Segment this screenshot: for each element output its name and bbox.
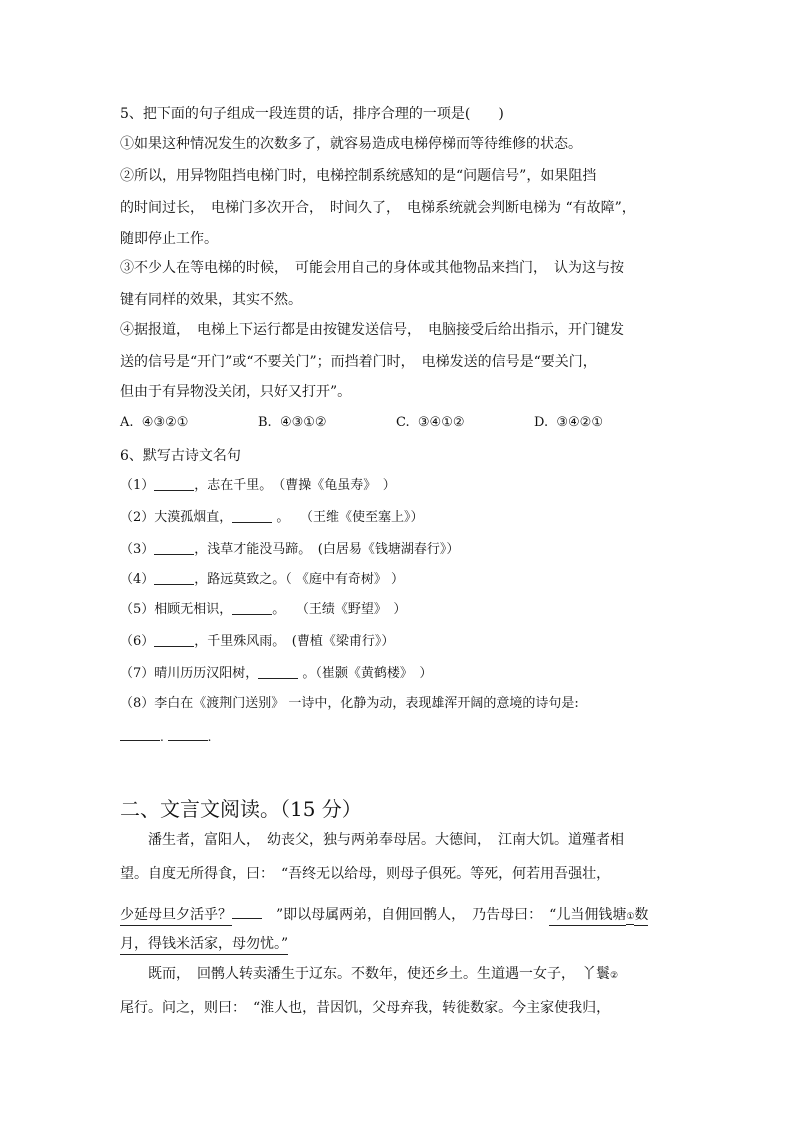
- passage-p1-line-4: [120, 934, 288, 954]
- q5-sentence-3-line-1: ③不少人在等电梯的时候， 可能会用自己的身体或其他物品来挡门， 认为这与按: [120, 260, 624, 276]
- q5-sentence-4-line-2: 送的信号是“开门”或“不要关门”；而挡着门时， 电梯发送的信号是“要关门，: [120, 354, 597, 370]
- answer-blank[interactable]: [168, 728, 208, 741]
- passage-p1-line-1: 潘生者，富阳人， 幼丧父，独与两弟奉母居。大德间， 江南大饥。道殣者相: [120, 832, 624, 848]
- q6-stem: 6、默写古诗文名句: [120, 448, 241, 464]
- q6-item-8: （8）李白在《渡荆门送别》 一诗中，化静为动，表现雄浑开阔的意境的诗句是:: [120, 696, 579, 711]
- footnote-marker: ②: [610, 971, 619, 981]
- q5-sentence-4-line-3: 但由于有异物没关闭，只好又打开”。: [120, 384, 352, 400]
- underlined-sentence: 少延母旦夕活乎？: [120, 907, 232, 926]
- q5-sentence-1: ①如果这种情况发生的次数多了，就容易造成电梯停梯而等待维修的状态。: [120, 136, 582, 152]
- answer-blank[interactable]: [154, 476, 194, 491]
- q6-item-4: （4） ，路远莫致之。（ 《庭中有奇树》 ）: [120, 572, 405, 587]
- passage-p2-line-1: 既而， 回鹘人转卖潘生于辽东。不数年，使还乡土。生道遇一女子， 丫鬟②: [120, 966, 619, 982]
- section-2-title: 二、文言文阅读。（15 分）: [120, 797, 362, 821]
- q5-stem: 5、把下面的句子组成一段连贯的话，排序合理的一项是( ): [120, 106, 504, 122]
- answer-blank[interactable]: [154, 540, 194, 555]
- passage-p1-line-3: 少延母旦夕活乎？ ”即以母属两弟，自佣回鹘人， 乃告母曰： “儿当佣钱塘①数: [120, 900, 648, 927]
- q5-sentence-2-line-2: 的时间过长， 电梯门多次开合， 时间久了， 电梯系统就会判断电梯为 “有故障”，: [120, 200, 636, 216]
- underlined-sentence: 月，得钱米活家，母勿忧。”: [120, 936, 288, 955]
- underlined-sentence: “儿当佣钱塘: [549, 907, 626, 926]
- passage-p1-line-2: 望。自度无所得食，曰： “吾终无以给母，则母子俱死。等死，何若用吾强壮，: [120, 866, 611, 882]
- answer-blank[interactable]: [154, 570, 194, 585]
- q6-item-1: （1） ，志在千里。 （曹操《龟虽寿》 ）: [120, 478, 396, 493]
- q5-option-b[interactable]: B. ④③①②: [258, 415, 327, 430]
- q5-sentence-2-line-3: 随即停止工作。: [120, 231, 218, 247]
- answer-blank[interactable]: [258, 664, 298, 679]
- q5-sentence-3-line-2: 键有同样的效果，其实不然。: [120, 292, 302, 308]
- q6-item-8-blanks: . .: [120, 728, 211, 744]
- q6-item-2: （2）大漠孤烟直， 。 （王维《使至塞上》）: [120, 510, 424, 525]
- q6-item-5: （5）相顾无相识， 。 （王绩《野望》 ）: [120, 602, 407, 617]
- q6-item-7: （7）晴川历历汉阳树， 。（崔颢《黄鹤楼》 ）: [120, 666, 433, 681]
- q5-option-a[interactable]: A. ④③②①: [120, 415, 189, 430]
- passage-p2-line-2: 尾行。问之，则曰： “淮人也，昔因饥，父母弃我，转徙数家。今主家使我归，: [120, 1000, 611, 1016]
- q5-sentence-4-line-1: ④据报道， 电梯上下运行都是由按键发送信号， 电脑接受后给出指示，开门键发: [120, 322, 624, 338]
- q6-item-6: （6） ，千里殊风雨。 (曹植《梁甫行》）: [120, 634, 395, 649]
- q5-sentence-2-line-1: ②所以，用异物阻挡电梯门时，电梯控制系统感知的是“问题信号”，如果阻挡: [120, 168, 597, 184]
- answer-blank[interactable]: [232, 508, 272, 523]
- answer-blank[interactable]: [120, 728, 160, 741]
- q6-item-3: （3） ，浅草才能没马蹄。 (白居易《钱塘湖春行》）: [120, 542, 460, 557]
- q5-option-d[interactable]: D. ③④②①: [534, 415, 603, 430]
- q5-option-c[interactable]: C. ③④①②: [396, 415, 465, 430]
- answer-blank[interactable]: [232, 600, 272, 615]
- footnote-marker: ①: [626, 912, 634, 925]
- answer-blank[interactable]: [154, 632, 194, 647]
